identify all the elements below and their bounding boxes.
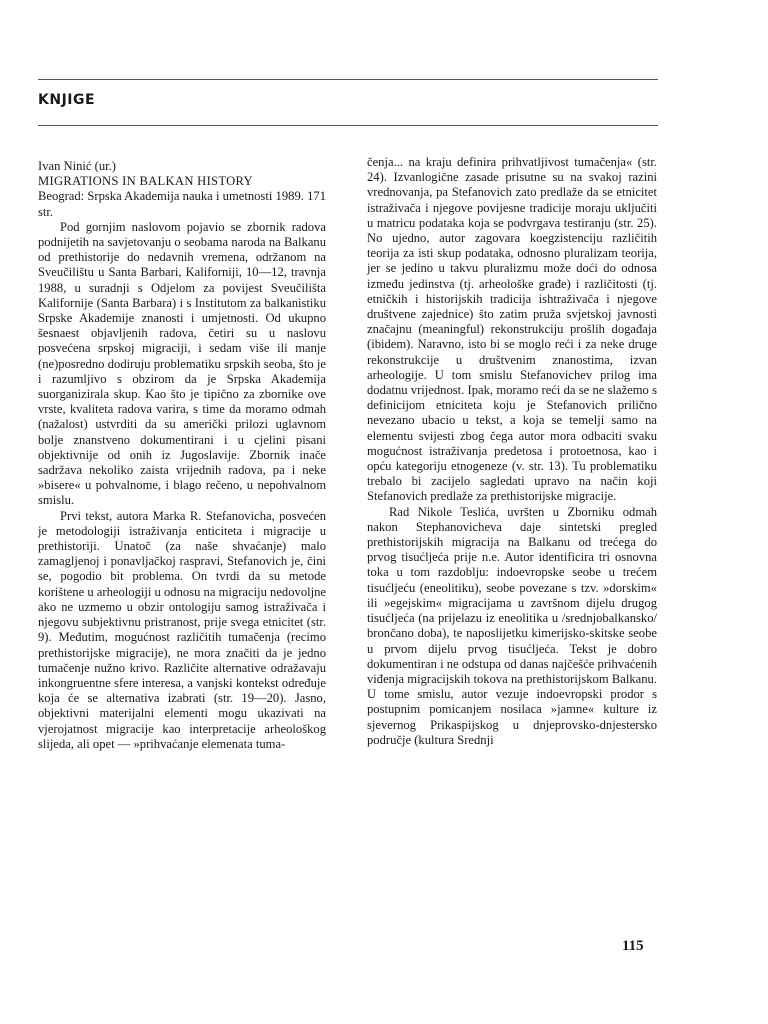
header-rule — [38, 125, 658, 126]
body-paragraph: Pod gornjim naslovom pojavio se zbornik radova podnijetih na savjetovanju o seobama naroda na Balkanu od prethistorije do nedavnih vremena, održanom na Sveučilištu u Santa Barbari, Kaliforniji, 10—12, travnja 1988, u suradnji s Odjelom za povijest Sveučilišta Kalifornije (Santa Barbara) i s Institutom za balkanistiku Srpske Akademije znanosti i umjetnosti. Od ukupno šesnaest objavljenih radova, četiri su u naslovu posvećena srpskoj migraciji, i sedam više ili manje (ne)posredno dodiruju problematiku srpskih seoba, što je i razumljivo s obzirom da je Srpska Akademija suorganizirala skup. Kao što je tipično za zbornike ove vrste, kvaliteta radova varira, s time da moramo odmah (nažalost) ustvrditi da su američki prilozi uglavnom bolje znanstveno dokumentirani i u cjelini pisani objektivnije od onih iz Jugoslavije. Zbornik inače sadržava nekoliko zaista vrijednih radova, pa i neke »bisere« u pohvalnome, i blago rečeno, u nepohvalnom smislu. — [38, 219, 326, 508]
right-column — [367, 155, 657, 748]
body-paragraph: Prvi tekst, autora Marka R. Stefanovicha, posvećen je metodologiji istraživanja enticiteta i migracije u prethistoriji. Unatoč (za naše shvaćanje) malo zamagljenoj i ponavljačkoj raspravi, Stefanovich je, čini se, pogodio bit problema. On tvrdi da su metode korištene u arheologiji u odnosu na migraciju nedovoljne ako ne uzmemo u obzir ontologiju samog istraživača i njegovu subjektivnu pristranost, prije svega etnicitet (str. 9). Međutim, mogućnost različitih tumačenja (recimo prethistorijske migracije), ne mora značiti da je jedno tumačenje nužno krivo. Različite alternative odražavaju inkongruentne sfere interesa, a vanjski kontekst određuje koja će se alternativa izabrati (str. 19—20). Jasno, objektivni materijalni elementi mogu ukazivati na vjerojatnost migracije kao interpretacije arheološkog slijeda, ali opet — »prihvaćanje elemenata tuma- — [38, 508, 326, 751]
body-paragraph: Rad Nikole Teslića, uvršten u Zborniku odmah nakon Stephanovicheva daje sintetski pregled prethistorijskih migracija na Balkanu od trećega do prvog tisućljeća prije n.e. Autor identificira tri osnovna toka u tom razdoblju: indoevropske seobe u trećem tisućljeću (eneolitiku), seobe povezane s tzv. »dorskim« ili »egejskim« migracijama u završnom dijelu drugog tisućljeća (na prijelazu iz eneolitika u /srednjobalkansko/ brončano doba), te naposlijetku kimerijsko-skitske seobe u prvom dijelu prvog tisućljeća. Tekst je dobro dokumentiran i ne odstupa od danas najčešće prihvaćenih viđenja migracijskih tokova na prethistorijskom Balkanu. U tome smislu, autor vezuje indoevropski prodor s postupnim pomicanjem nosilaca »jamne« kulture iz sjevernog Prikaspijskog u dnjeprovsko-dnjestersko područje (kultura Srednji — [367, 504, 657, 747]
left-column — [38, 159, 326, 752]
book-imprint: Beograd: Srpska Akademija nauka i umetnosti 1989. 171 str. — [38, 189, 326, 219]
book-title: MIGRATIONS IN BALKAN HISTORY — [38, 174, 253, 189]
page-number: 115 — [622, 938, 644, 954]
top-rule — [38, 79, 658, 80]
body-paragraph: čenja... na kraju definira prihvatljivost tumačenja« (str. 24). Izvanlogične zasade prisutne su na svakoj razini vrednovanja, pa Stefanovich zato predlaže da se etnicitet istraživača i njegove povijesne tradicije moraju uključiti u matricu podataka koja se podvrgava testiranju (str. 25). No ujedno, autor zagovara koegzistenciju različitih teorija za isti skup podataka, odnosno pluralizam teorija, jer se jedino u takvu pluralizmu može doći do odnosa između jedinstva (tj. arheološke građe) i različitosti (tj. etničkih i historijskih tradicija ishtraživača i njegove društvene zajednice) što zatim pruža svjetskoj javnosti značajnu (meaningful) rekonstrukciju prošlih događaja (ibidem). Naravno, isto bi se moglo reći i za neke druge rekonstrukcije u društvenim znanostima, izvan arheologije. U tom smislu Stefanovichev prilog ima dodatnu vrijednost. Ipak, moramo reći da se ne slažemo s definicijom etniciteta koju je Stefanovich prilično nevezano ubacio u tekst, a koja se temelji samo na elementu svijesti zbog čega autor mora odbaciti svaku mogućnost istraživanja predetosa i protoetnosa, kao i opću kategoriju etnogeneze (v. str. 13). Tu problematiku trebalo bi zacijelo sagledati upravo na način koji Stefanovich predlaže za prethistorijske migracije. — [367, 155, 657, 504]
section-heading: KNJIGE — [38, 92, 96, 108]
book-author: Ivan Ninić (ur.) — [38, 159, 116, 173]
